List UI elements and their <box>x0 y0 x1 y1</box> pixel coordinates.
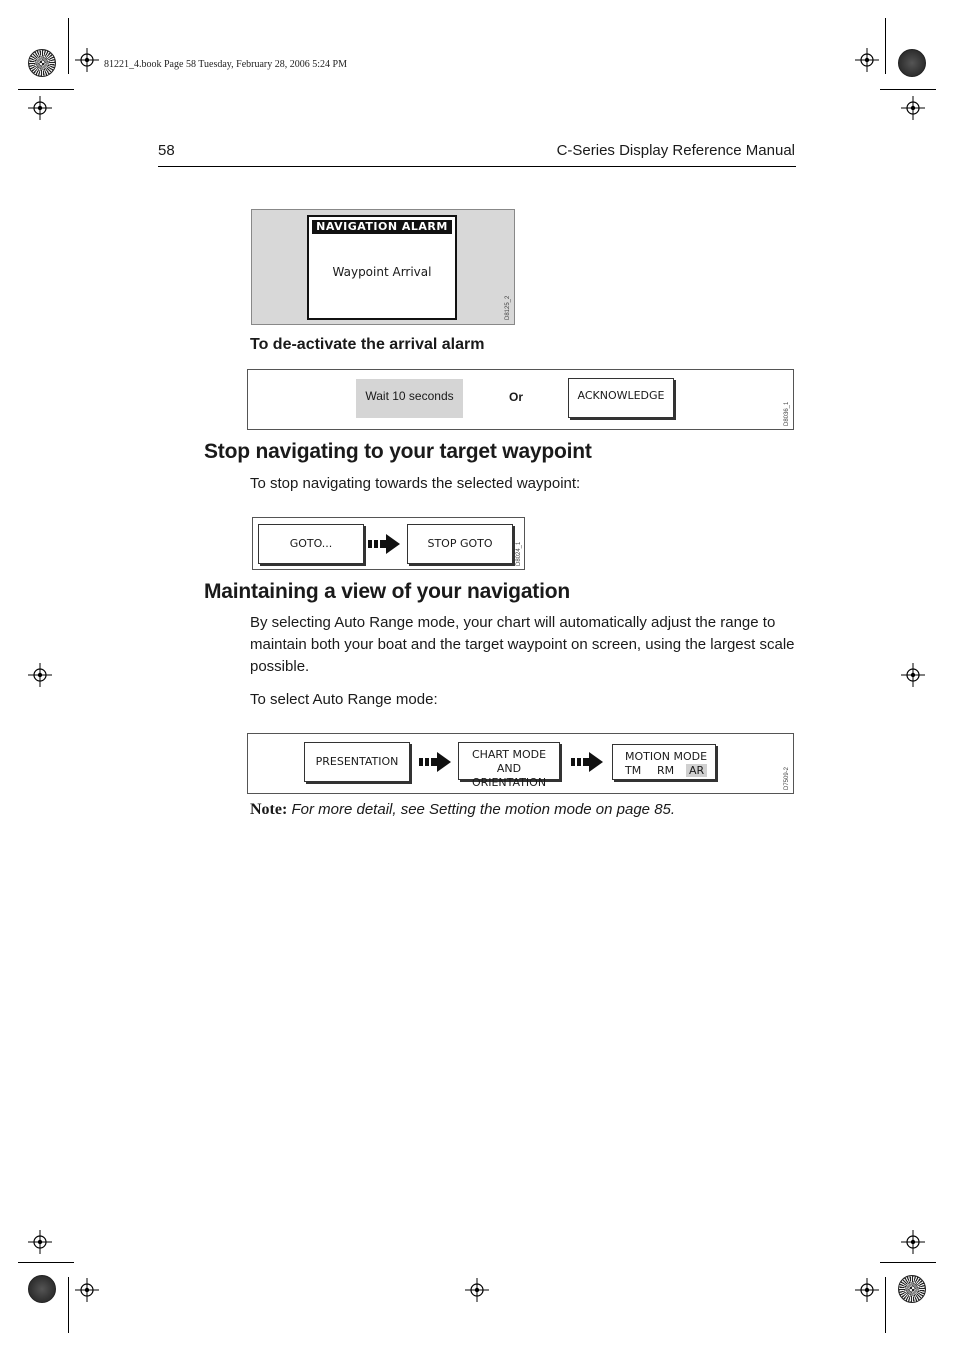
header-rule <box>158 166 796 167</box>
motion-option-rm[interactable]: RM <box>657 764 675 777</box>
motion-option-ar[interactable]: AR <box>686 764 707 777</box>
stop-intro: To stop navigating towards the selected waypoint: <box>250 475 581 492</box>
arrow-right-icon <box>571 752 603 772</box>
registration-mark-icon <box>465 1278 489 1302</box>
acknowledge-button[interactable]: ACKNOWLEDGE <box>568 378 674 418</box>
chart-mode-orientation-button[interactable]: CHART MODE AND ORIENTATION <box>458 742 560 780</box>
goto-button[interactable]: GOTO... <box>258 524 364 564</box>
registration-mark-icon <box>28 1230 52 1254</box>
stop-section-heading: Stop navigating to your target waypoint <box>204 440 592 463</box>
figure-code: D8036_1 <box>784 401 790 426</box>
or-label: Or <box>509 390 524 404</box>
arrow-right-icon <box>368 534 400 554</box>
dialog-message: Waypoint Arrival <box>332 265 432 279</box>
crop-mark <box>880 89 936 90</box>
crop-mark <box>885 1277 886 1333</box>
navigation-alarm-dialog <box>307 215 457 320</box>
manual-title: C-Series Display Reference Manual <box>556 142 795 159</box>
figure-code: D8125_2 <box>505 295 511 320</box>
registration-mark-icon <box>855 1278 879 1302</box>
registration-mark-icon <box>901 96 925 120</box>
crop-mark <box>885 18 886 74</box>
registration-mark-icon <box>901 663 925 687</box>
registration-mark-icon <box>901 1230 925 1254</box>
registration-mark-icon <box>28 663 52 687</box>
color-bar-icon <box>898 49 926 77</box>
deactivate-heading: To de-activate the arrival alarm <box>250 336 485 353</box>
page-number: 58 <box>158 142 175 159</box>
view-instruction: To select Auto Range mode: <box>250 691 438 708</box>
color-bar-icon <box>898 1275 926 1303</box>
crop-mark <box>68 1277 69 1333</box>
registration-mark-icon <box>75 1278 99 1302</box>
color-bar-icon <box>28 49 56 77</box>
registration-mark-icon <box>75 48 99 72</box>
registration-mark-icon <box>28 96 52 120</box>
motion-mode-title: MOTION MODE <box>625 750 708 763</box>
crop-mark <box>68 18 69 74</box>
arrow-right-icon <box>419 752 451 772</box>
wait-label: Wait 10 seconds <box>356 379 463 418</box>
note-text: For more detail, see Setting the motion mode on page 85. <box>291 801 676 818</box>
figure-code: D8024_1 <box>516 541 522 566</box>
crop-mark <box>18 1262 74 1263</box>
view-section-heading: Maintaining a view of your navigation <box>204 580 570 603</box>
print-info: 81221_4.book Page 58 Tuesday, February 28, 2006 5:24 PM <box>104 59 347 70</box>
figure-code: D7509-2 <box>784 766 790 790</box>
presentation-button[interactable]: PRESENTATION <box>304 742 410 782</box>
dialog-title: NAVIGATION ALARM <box>312 220 452 234</box>
motion-option-tm[interactable]: TM <box>625 764 642 777</box>
note <box>250 801 675 819</box>
color-bar-icon <box>28 1275 56 1303</box>
stop-goto-button[interactable]: STOP GOTO <box>407 524 513 564</box>
crop-mark <box>880 1262 936 1263</box>
note-label: Note: <box>250 801 288 818</box>
motion-mode-button[interactable] <box>612 744 716 780</box>
crop-mark <box>18 89 74 90</box>
registration-mark-icon <box>855 48 879 72</box>
view-paragraph: By selecting Auto Range mode, your chart will automatically adjust the range to maintain both your boat and the target waypoint on screen, using the largest scale possible. <box>250 614 795 675</box>
